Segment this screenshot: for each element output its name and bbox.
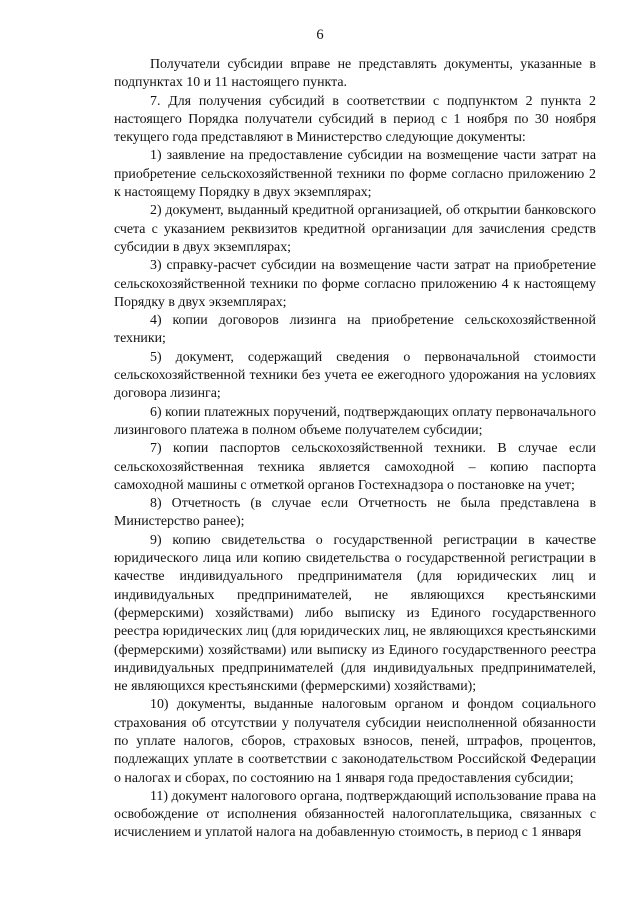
list-item-5: 5) документ, содержащий сведения о первоначальной стоимости сельскохозяйственной техники без учета ее ежегодного удорожания на условиях договора лизинга; <box>114 349 596 402</box>
paragraph-item-7: 7. Для получения субсидий в соответствии с подпунктом 2 пункта 2 настоящего Порядка получатели субсидий в период с 1 ноября по 30 ноября текущего года представляют в Министерство следующие документы: <box>114 93 596 146</box>
list-item-10: 10) документы, выданные налоговым органом и фондом социального страхования об отсутствии у получателя субсидии неисполненной обязанности по уплате налогов, сборов, страховых взносов, пеней, штрафов, процентов, подлежащих уплате в соответствии с законодательством Российской Федерации о налогах и сборах, по состоянию на 1 января года предоставления субсидии; <box>114 697 596 786</box>
list-item-2: 2) документ, выданный кредитной организацией, об открытии банковского счета с указанием реквизитов кредитной организации для зачисления средств субсидии в двух экземплярах; <box>114 203 596 255</box>
page-number: 6 <box>316 27 324 43</box>
list-item-7: 7) копии паспортов сельскохозяйственной техники. В случае если сельскохозяйственная техника является самоходной – копию паспорта самоходной машины с отметкой органов Гостехнадзора о постановке на учет; <box>114 441 596 493</box>
document-body <box>114 56 596 843</box>
list-item-8: 8) Отчетность (в случае если Отчетность не была представлена в Министерство ранее); <box>114 496 596 530</box>
list-item-9: 9) копию свидетельства о государственной регистрации в качестве юридического лица или копию свидетельства о государственной регистрации в качестве индивидуального предпринимателя (для юридических лиц и индивидуальных предпринимателей, не являющихся крестьянскими (фермерскими) хозяйствами) либо выписку из Единого государственного реестра юридических лиц (для юридических лиц, не являющихся крестьянскими (фермерскими) хозяйствами) или выписку из Единого государственного реестра индивидуальных предпринимателей (для индивидуальных предпринимателей, не являющихся крестьянскими (фермерскими) хозяйствами); <box>114 532 596 695</box>
list-item-11: 11) документ налогового органа, подтверждающий использование права на освобождение от исполнения обязанностей налогоплательщика, связанных с исчислением и уплатой налога на добавленную стоимость, в период с 1 января <box>114 788 596 841</box>
list-item-4: 4) копии договоров лизинга на приобретение сельскохозяйственной техники; <box>114 313 596 347</box>
paragraph-recipients-note: Получатели субсидии вправе не представлять документы, указанные в подпунктах 10 и 11 настоящего пункта. <box>114 57 596 91</box>
list-item-3: 3) справку-расчет субсидии на возмещение части затрат на приобретение сельскохозяйственной техники по форме согласно приложению 4 к настоящему Порядку в двух экземплярах; <box>114 258 596 310</box>
list-item-6: 6) копии платежных поручений, подтверждающих оплату первоначального лизингового платежа в полном объеме получателем субсидии; <box>114 404 596 438</box>
list-item-1: 1) заявление на предоставление субсидии на возмещение части затрат на приобретение сельскохозяйственной техники по форме согласно приложению 2 к настоящему Порядку в двух экземплярах; <box>114 148 596 201</box>
